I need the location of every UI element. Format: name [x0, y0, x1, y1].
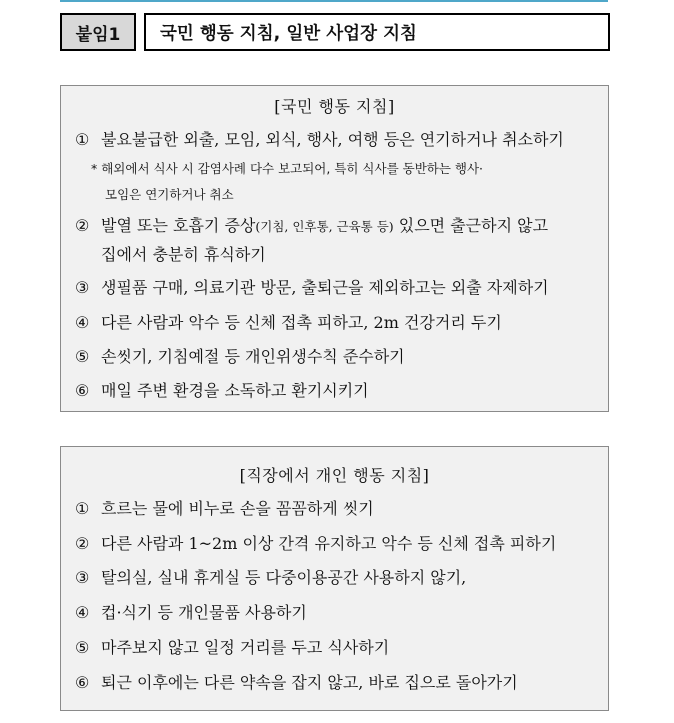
footnote-line: 모임은 연기하거나 취소 [105, 187, 234, 202]
item-text: 있으면 출근하지 않고 [393, 216, 549, 235]
attachment-badge: 붙임1 [60, 13, 136, 51]
item-number: ⑤ [75, 347, 90, 366]
item-number: ② [75, 534, 90, 553]
citizen-guidelines-title: [국민 행동 지침] [274, 97, 395, 116]
item-text: 생필품 구매, 의료기관 방문, 출퇴근을 제외하고는 외출 자제하기 [101, 278, 549, 297]
workplace-guidelines-box [60, 446, 609, 711]
item-text: 컵·식기 등 개인물품 사용하기 [101, 603, 307, 622]
list-item [75, 343, 600, 371]
top-divider [60, 0, 608, 2]
item-text-aside: (기침, 인후통, 근육통 등) [255, 219, 394, 234]
item-text-continued: 집에서 충분히 휴식하기 [101, 245, 266, 264]
footnote [91, 156, 600, 208]
workplace-guidelines-title: [직장에서 개인 행동 지침] [239, 466, 430, 485]
item-number: ① [75, 499, 90, 518]
document-title: 국민 행동 지침, 일반 사업장 지침 [144, 13, 610, 51]
citizen-guidelines-box [60, 85, 609, 412]
item-number: ⑥ [75, 673, 90, 692]
list-item [75, 126, 600, 154]
item-text: 흐르는 물에 비누로 손을 꼼꼼하게 씻기 [101, 499, 374, 518]
list-item [75, 599, 600, 627]
item-number: ② [75, 216, 90, 235]
item-text: 다른 사람과 1~2m 이상 간격 유지하고 악수 등 신체 접촉 피하기 [101, 534, 557, 553]
item-text: 다른 사람과 악수 등 신체 접촉 피하고, 2m 건강거리 두기 [101, 313, 502, 332]
item-number: ③ [75, 568, 90, 587]
item-text: 발열 또는 호흡기 증상 [101, 216, 256, 235]
item-number: ⑤ [75, 638, 90, 657]
item-text: 불요불급한 외출, 모임, 외식, 행사, 여행 등은 연기하거나 취소하기 [101, 130, 564, 149]
item-number: ① [75, 130, 90, 149]
item-text: 손씻기, 기침예절 등 개인위생수칙 준수하기 [101, 347, 405, 366]
list-item [75, 564, 600, 592]
item-number: ④ [75, 603, 90, 622]
list-item [75, 212, 600, 269]
list-item [75, 634, 600, 662]
item-text: 마주보지 않고 일정 거리를 두고 식사하기 [101, 638, 390, 657]
footnote-line: * 해외에서 식사 시 감염사례 다수 보고되어, 특히 식사를 동반하는 행사· [91, 161, 484, 176]
item-text: 탈의실, 실내 휴게실 등 다중이용공간 사용하지 않기, [101, 568, 467, 587]
list-item [75, 377, 600, 405]
item-number: ⑥ [75, 381, 90, 400]
item-number: ④ [75, 313, 90, 332]
list-item [75, 669, 600, 697]
list-item [75, 530, 600, 558]
list-item [75, 495, 600, 523]
list-item [75, 274, 600, 302]
item-text: 매일 주변 환경을 소독하고 환기시키기 [101, 381, 369, 400]
item-number: ③ [75, 278, 90, 297]
item-text: 퇴근 이후에는 다른 약속을 잡지 않고, 바로 집으로 돌아가기 [101, 673, 518, 692]
list-item [75, 309, 600, 337]
